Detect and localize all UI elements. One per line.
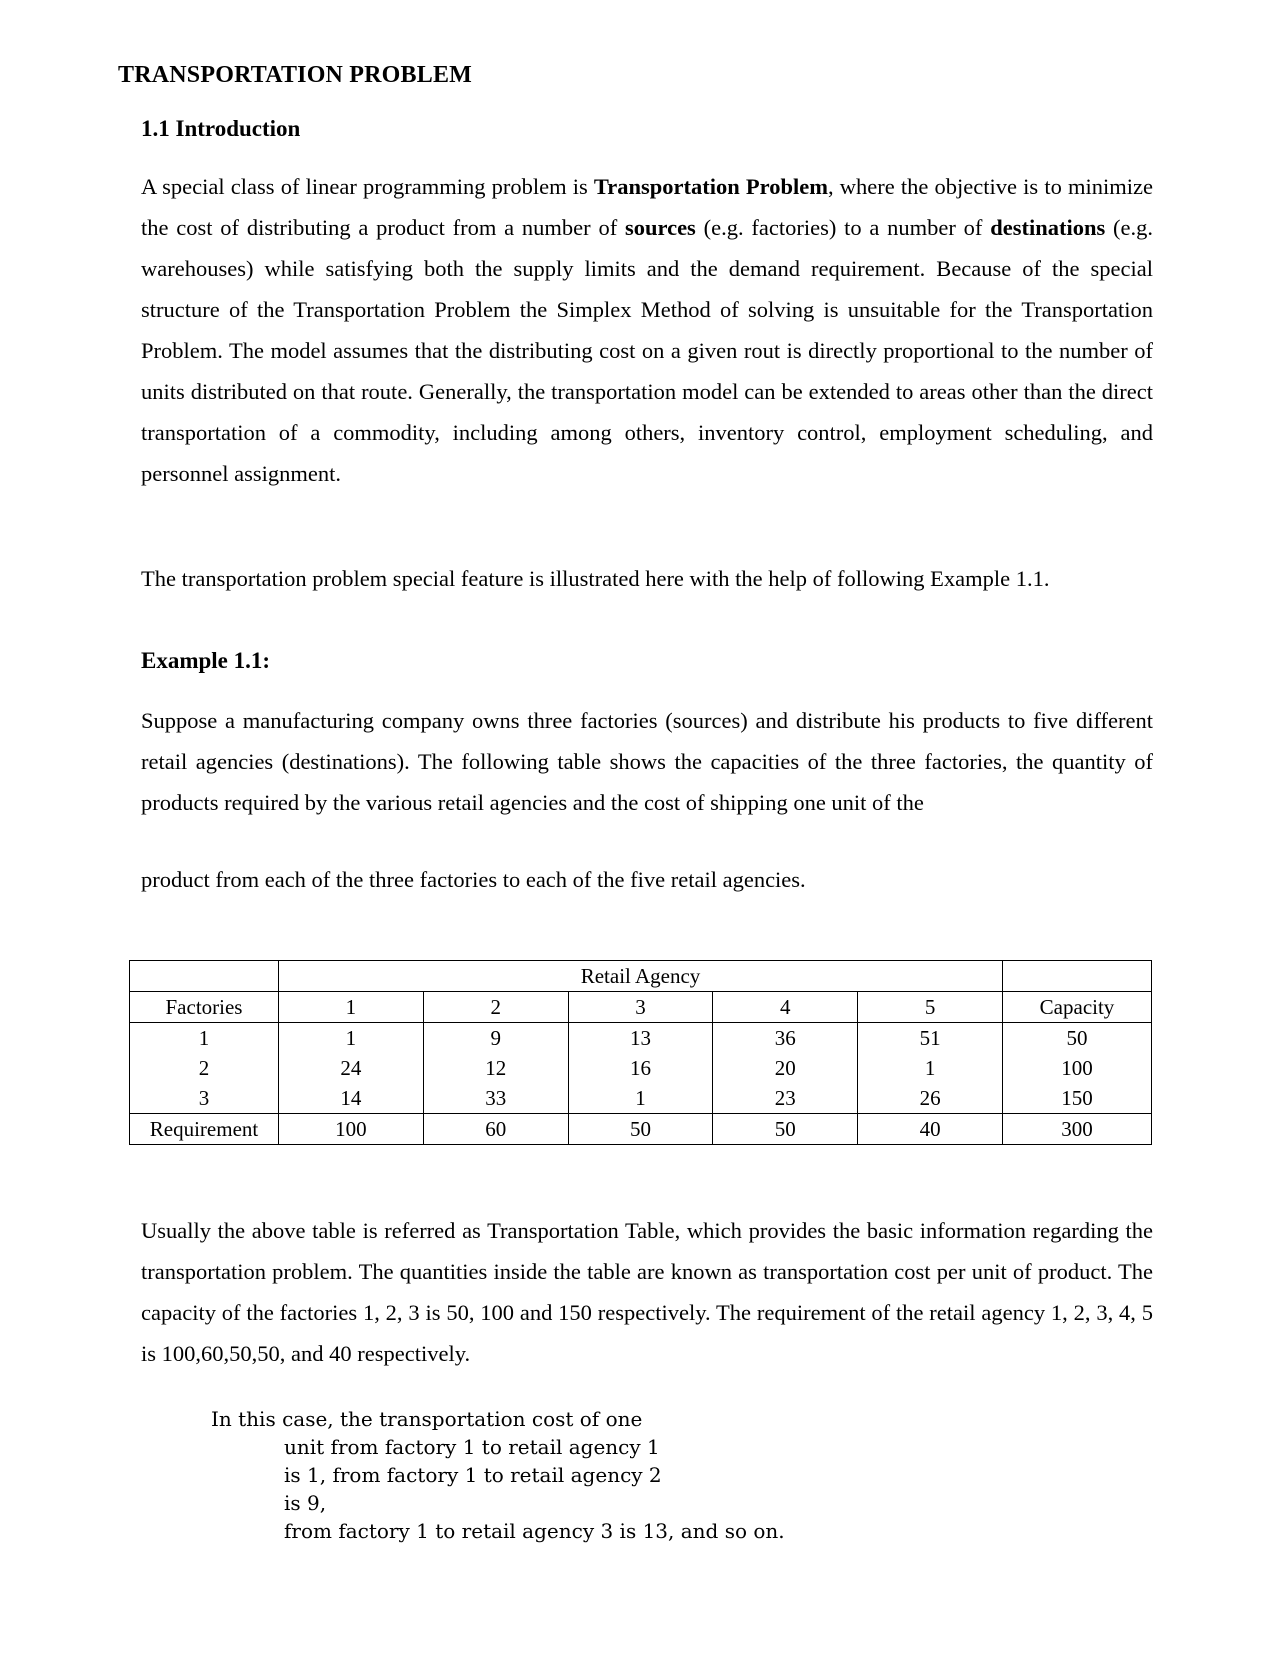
table-cell-agency-2-costs: 9 12 33 [423,1023,568,1114]
table-requirement-1: 100 [279,1114,424,1145]
table-header-agency-3: 3 [568,992,713,1023]
intro-text-1: A special class of linear programming problem is [141,174,594,199]
table-cell-factories-list: 1 2 3 [130,1023,279,1114]
paragraph-example-body: Suppose a manufacturing company owns three factories (sources) and distribute his products to five different retail agencies (destinations). The following table shows the capacities of the three factories, the quantity of products required by the various retail agencies and the cost of shipping one unit of the [141,708,1153,815]
table-corner-blank [130,961,279,992]
table-requirement-3: 50 [568,1114,713,1145]
table-header-agency-1: 1 [279,992,424,1023]
transportation-table-wrapper [129,960,1152,1145]
note-line-3: is 1, from factory 1 to retail agency 2 [284,1463,662,1487]
table-cell-agency-5-costs: 51 1 26 [858,1023,1003,1114]
note-line-2: unit from factory 1 to retail agency 1 [284,1435,660,1459]
paragraph-example-tail: product from each of the three factories to each of the five retail agencies. [141,867,806,892]
table-cell-agency-4-costs: 36 20 23 [713,1023,858,1114]
table-total: 300 [1003,1114,1152,1145]
intro-text-3: (e.g. factories) to a number of [695,215,991,240]
table-header-capacity: Capacity [1003,992,1152,1023]
intro-text-2: , where the objective is to minimize the cost of distributing a product from a number of [141,174,1153,240]
table-header-agency-4: 4 [713,992,858,1023]
paragraph-illustration: The transportation problem special feature is illustrated here with the help of following Example 1.1. [141,566,1050,591]
table-requirement-2: 60 [423,1114,568,1145]
table-group-header-row [130,961,1152,992]
table-cell-agency-1-costs: 1 24 14 [279,1023,424,1114]
paragraph-usually: Usually the above table is referred as Transportation Table, which provides the basic information regarding the transportation problem. The quantities inside the table are known as transportation cost per unit of product. The capacity of the factories 1, 2, 3 is 50, 100 and 150 respectively. The requirement of the retail agency 1, 2, 3, 4, 5 is 100,60,50,50, and 40 respectively. [141,1218,1153,1366]
table-requirement-row [130,1114,1152,1145]
section-heading-introduction: 1.1 Introduction [141,116,301,141]
transportation-table [129,960,1152,1145]
note-line-1: In this case, the transportation cost of one [211,1407,643,1431]
intro-bold-transportation-problem: Transportation Problem [593,174,828,199]
note-line-5: from factory 1 to retail agency 3 is 13, and so on. [284,1519,785,1543]
table-corner-blank-right [1003,961,1152,992]
table-header-factories: Factories [130,992,279,1023]
table-requirement-4: 50 [713,1114,858,1145]
table-label-requirement: Requirement [130,1114,279,1145]
page-title: TRANSPORTATION PROBLEM [118,62,473,88]
table-header-agency-5: 5 [858,992,1003,1023]
table-cell-agency-3-costs: 13 16 1 [568,1023,713,1114]
table-body-row [130,1023,1152,1114]
table-cell-capacities: 50 100 150 [1003,1023,1152,1114]
table-header-agency-2: 2 [423,992,568,1023]
note-line-4: is 9, [284,1491,327,1515]
closing-note [211,1405,785,1545]
table-header-row [130,992,1152,1023]
intro-text-4: (e.g. warehouses) while satisfying both the supply limits and the demand requirement. Because of the special structure of the Transportation Problem the Simplex Method of solving is unsuitable for the Transportation Problem. The model assumes that the distributing cost on a given rout is directly proportional to the number of units distributed on that route. Generally, the transportation model can be extended to areas other than the direct transportation of a commodity, including among others, inventory control, employment scheduling, and personnel assignment. [141,215,1153,486]
table-group-header-retail-agency: Retail Agency [279,961,1003,992]
paragraph-introduction [141,166,1153,494]
table-requirement-5: 40 [858,1114,1003,1145]
intro-bold-destinations: destinations [990,215,1106,240]
intro-bold-sources: sources [624,215,696,240]
example-heading: Example 1.1: [141,648,271,673]
